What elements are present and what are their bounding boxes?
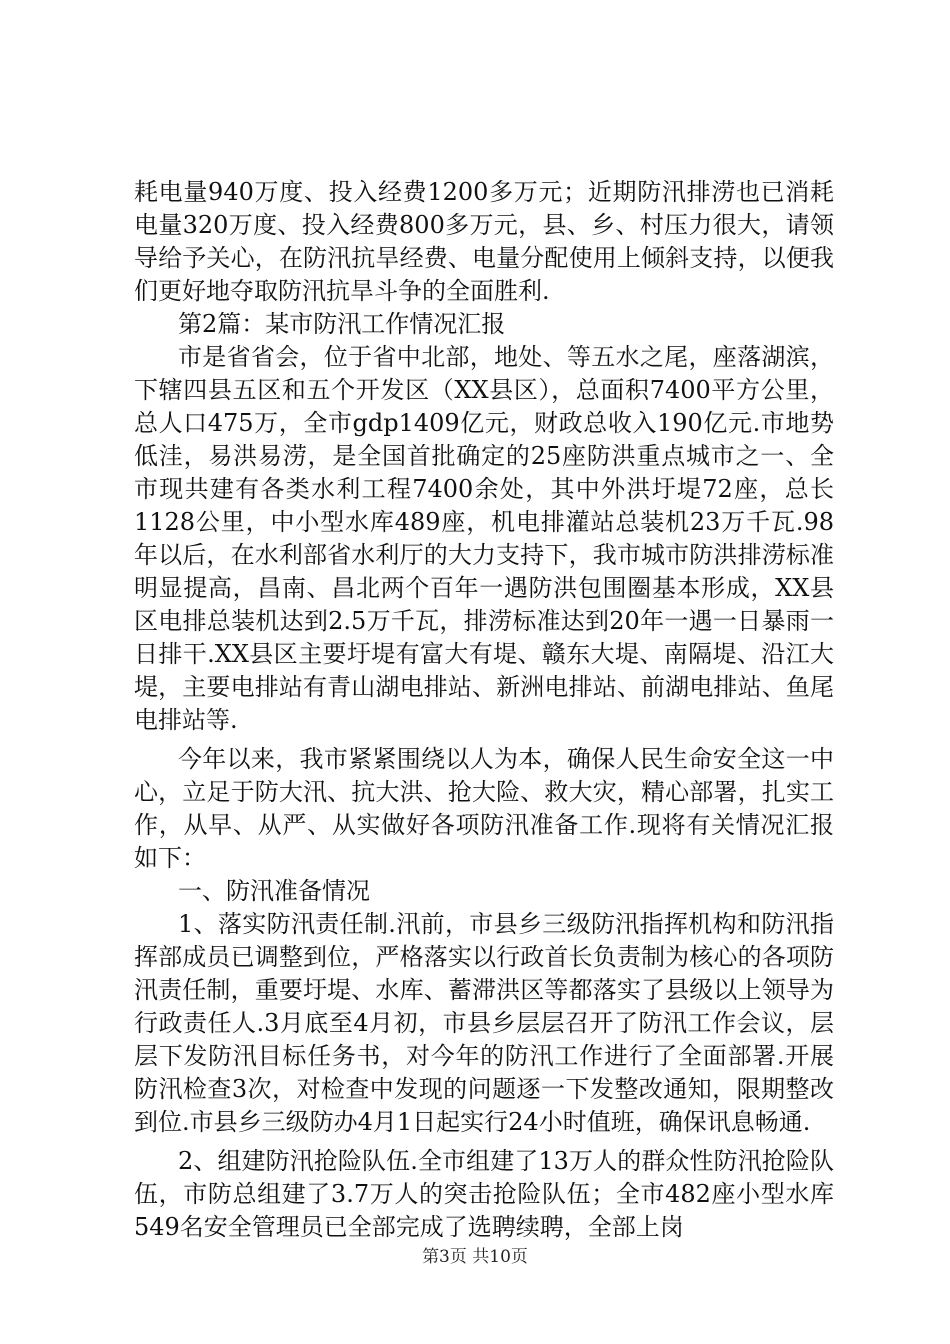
document-body (134, 176, 834, 1244)
section-heading-part-2: 第2篇：某市防汛工作情况汇报 (178, 310, 506, 338)
paragraph-intro: 今年以来，我市紧紧围绕以人为本，确保人民生命安全这一中心，立足于防大汛、抗大洪、抢大险、救大灾，精心部署，扎实工作，从早、从严、从实做好各项防汛准备工作.现将有关情况汇报如下： (134, 745, 834, 872)
paragraph-city-overview: 市是省省会，位于省中北部，地处、等五水之尾，座落湖滨，下辖四县五区和五个开发区（XX县区），总面积7400平方公里，总人口475万，全市gdp1409亿元，财政总收入190亿元.市地势低洼，易洪易涝，是全国首批确定的25座防洪重点城市之一、全市现共建有各类水利工程7400余处，其中外洪圩堤72座，总长1128公里，中小型水库489座，机电排灌站总装机23万千瓦.98年以后，在水利部省水利厅的大力支持下，我市城市防洪排涝标准明显提高，昌南、昌北两个百年一遇防洪包围圈基本形成，XX县区电排总装机达到2.5万千瓦，排涝标准达到20年一遇一日暴雨一日排干.XX县区主要圩堤有富大有堤、赣东大堤、南隔堤、沿江大堤，主要电排站有青山湖电排站、新洲电排站、前湖电排站、鱼尾电排站等. (134, 343, 834, 734)
heading-preparation: 一、防汛准备情况 (178, 877, 370, 905)
paragraph-rescue-team: 2、组建防汛抢险队伍.全市组建了13万人的群众性防汛抢险队伍，市防总组建了3.7万人的突击抢险队伍；全市482座小型水库549名安全管理员已全部完成了选聘续聘，全部上岗 (134, 1147, 834, 1241)
page-number-footer: 第3页 共10页 (422, 1247, 528, 1267)
paragraph-responsibility: 1、落实防汛责任制.汛前，市县乡三级防汛指挥机构和防汛指挥部成员已调整到位，严格落实以行政首长负责制为核心的各项防汛责任制，重要圩堤、水库、蓄滞洪区等都落实了县级以上领导为行政责任人.3月底至4月初，市县乡层层召开了防汛工作会议，层层下发防汛目标任务书，对今年的防汛工作进行了全面部署.开展防汛检查3次，对检查中发现的问题逐一下发整改通知，限期整改到位.市县乡三级防办4月1日起实行24小时值班，确保讯息畅通. (134, 910, 834, 1136)
paragraph-continuation: 耗电量940万度、投入经费1200多万元；近期防汛排涝也已消耗电量320万度、投入经费800多万元，县、乡、村压力很大，请领导给予关心，在防汛抗旱经费、电量分配使用上倾斜支持，以便我们更好地夺取防汛抗旱斗争的全面胜利. (134, 178, 834, 305)
